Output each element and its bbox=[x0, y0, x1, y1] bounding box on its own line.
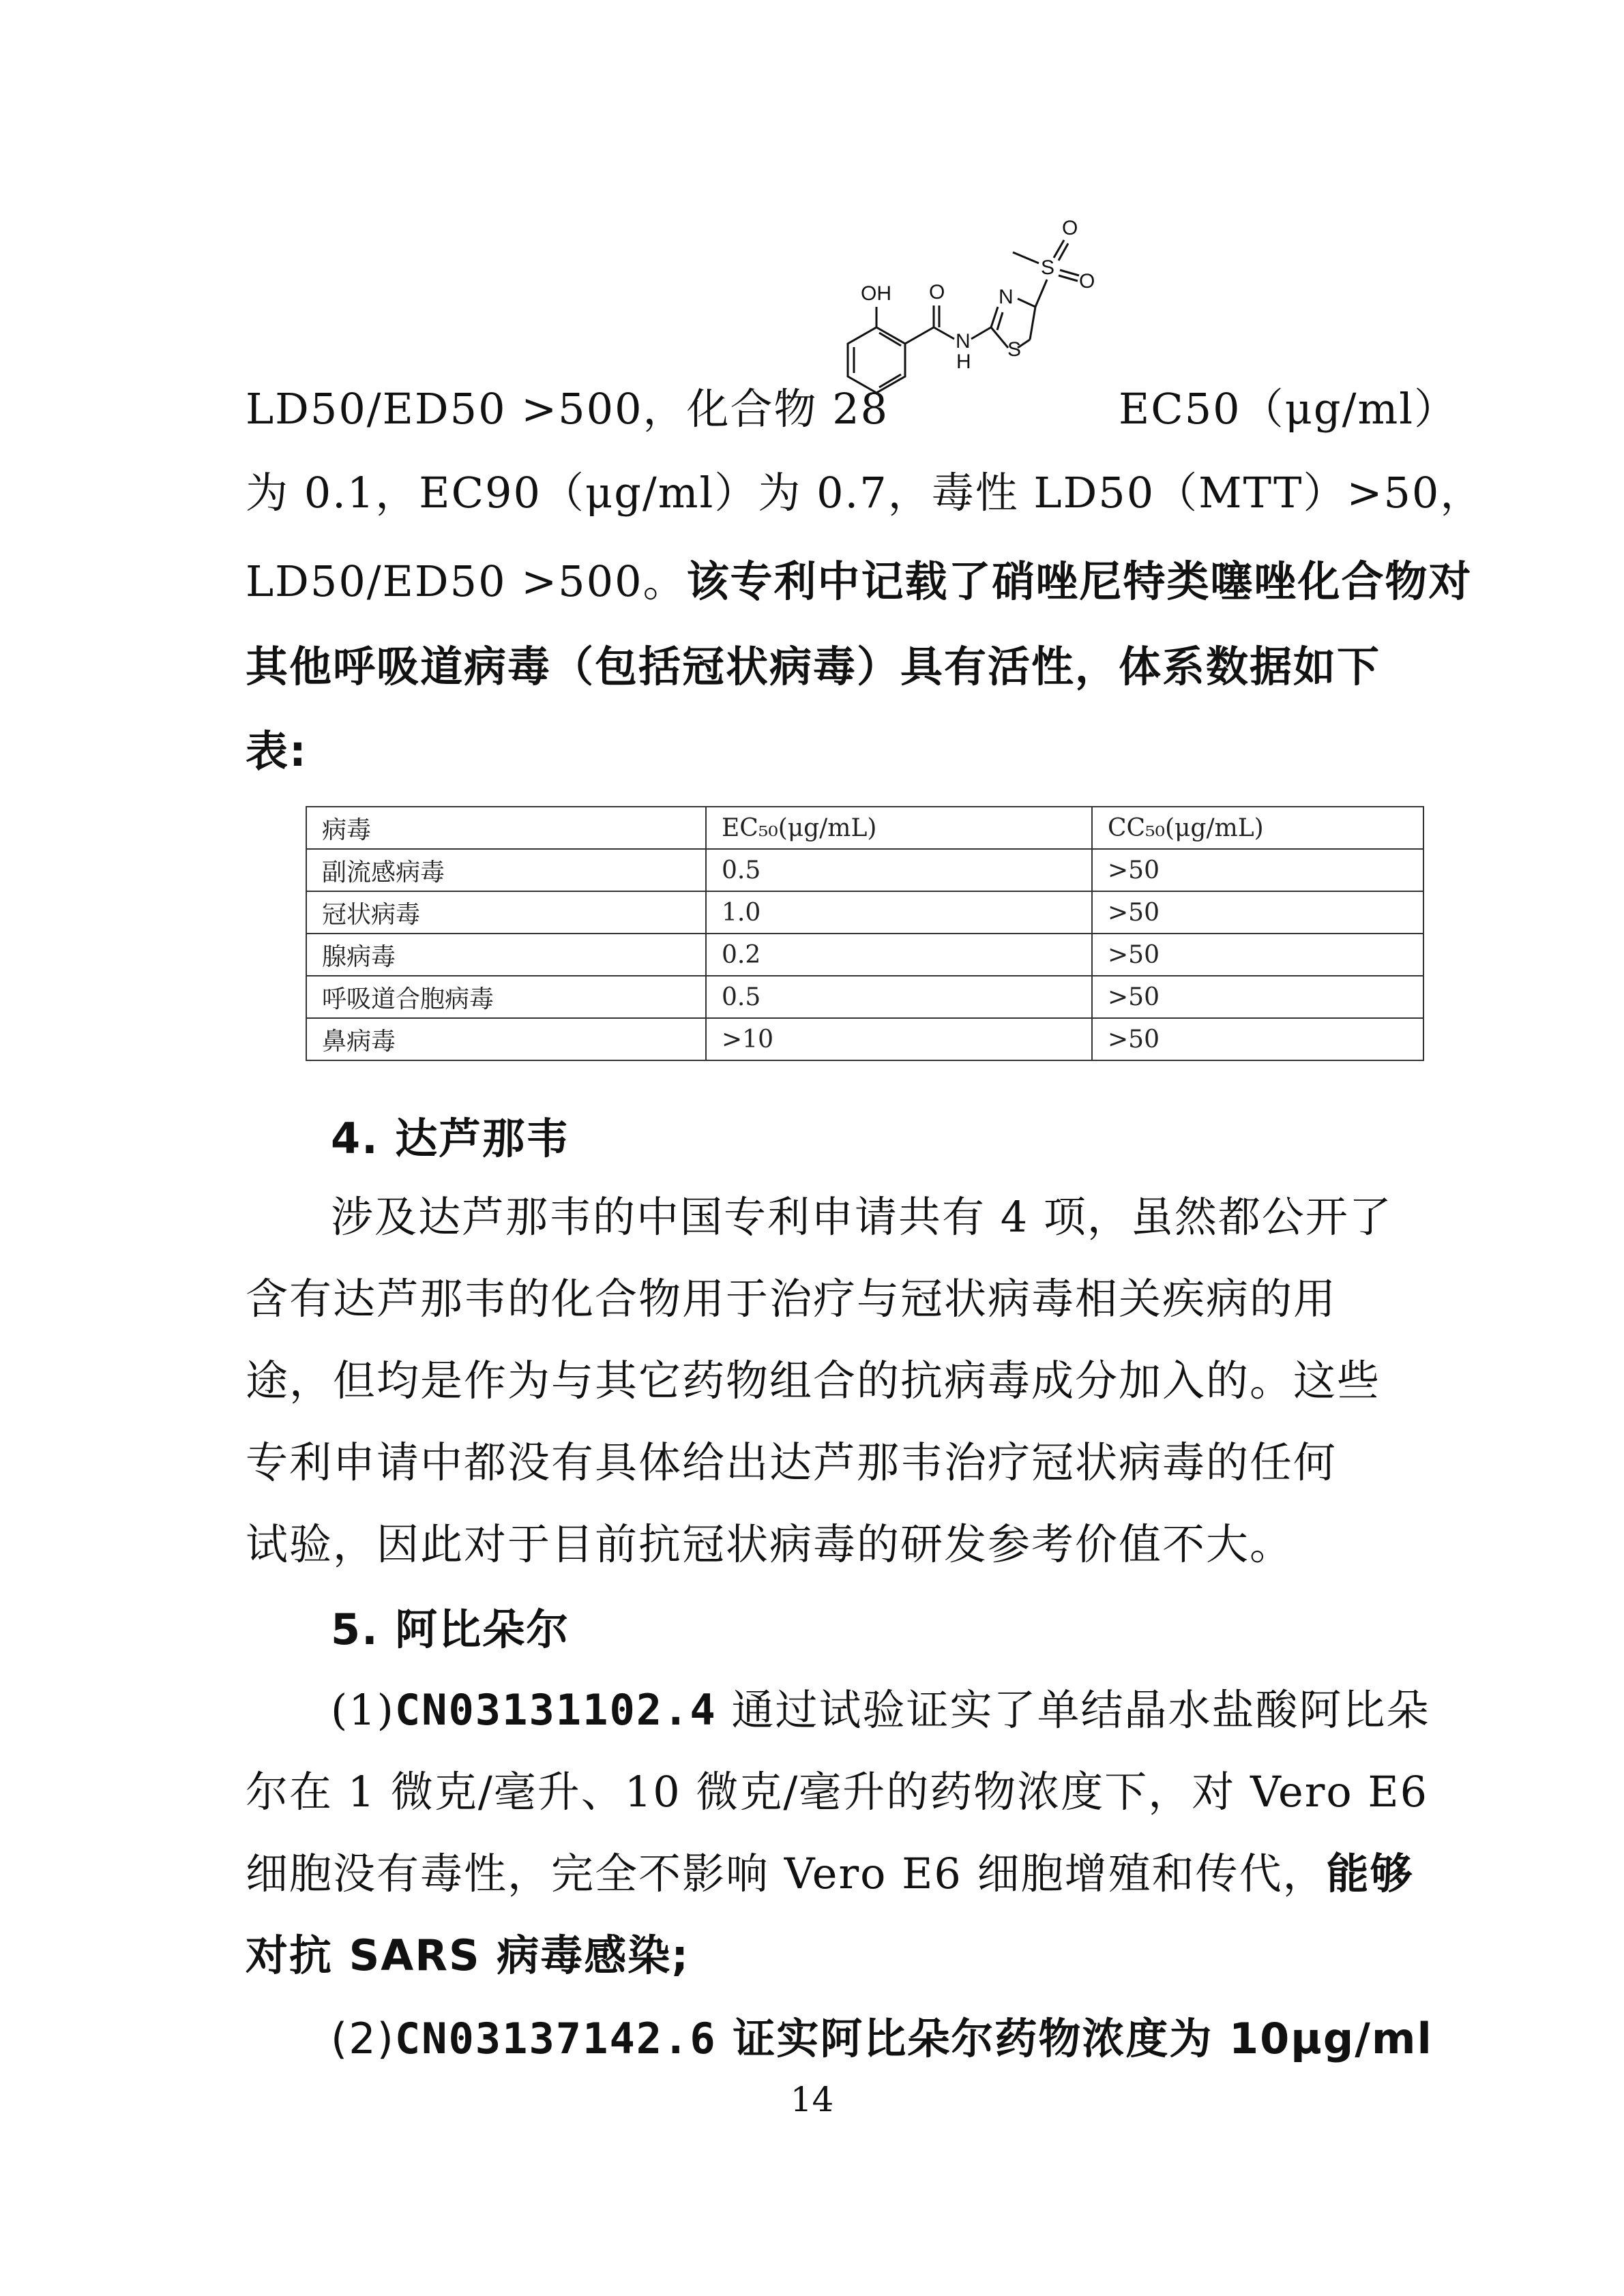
section-5-item-1-line-4: 对抗 SARS 病毒感染; bbox=[246, 1930, 690, 1980]
table-header: 病毒 bbox=[306, 807, 706, 849]
table-row bbox=[306, 891, 1423, 934]
table-header: EC₅₀(μg/mL) bbox=[706, 807, 1092, 849]
item-1-prefix: (1) bbox=[331, 1685, 395, 1735]
text-line-5: 表: bbox=[246, 726, 308, 776]
table-cell: 0.5 bbox=[706, 849, 1092, 891]
item-2-text: 证实阿比朵尔药物浓度为 10μg/ml bbox=[733, 2014, 1433, 2063]
section-5-item-1-line-3 bbox=[246, 1847, 1414, 1901]
oh-label: OH bbox=[861, 282, 891, 305]
item-1-l3b: 能够 bbox=[1326, 1849, 1414, 1898]
table-cell: 0.2 bbox=[706, 934, 1092, 976]
section-5-heading: 5. 阿比朵尔 bbox=[331, 1605, 570, 1654]
item-2-patent-number: CN03137142.6 bbox=[394, 2014, 717, 2063]
text-line-2: 为 0.1，EC90（μg/ml）为 0.7，毒性 LD50（MTT）>50， bbox=[246, 468, 1484, 518]
table-cell: 呼吸道合胞病毒 bbox=[306, 976, 706, 1018]
virus-activity-table bbox=[306, 806, 1424, 1061]
page-number: 14 bbox=[790, 2080, 834, 2119]
table-cell: >10 bbox=[706, 1018, 1092, 1060]
amide-h-label: H bbox=[956, 351, 971, 373]
table-row bbox=[306, 849, 1423, 891]
table-cell: >50 bbox=[1092, 1018, 1423, 1060]
table-cell: 冠状病毒 bbox=[306, 891, 706, 934]
text-l1a: LD50/ED50 >500，化合物 28 bbox=[246, 384, 889, 434]
section-4-line-2: 含有达芦那韦的化合物用于治疗与冠状病毒相关疾病的用 bbox=[246, 1274, 1338, 1324]
section-5-item-1-line-2: 尔在 1 微克/毫升、10 微克/毫升的药物浓度下，对 Vero E6 bbox=[246, 1767, 1429, 1817]
text-l1b: EC50（μg/ml） bbox=[1119, 384, 1458, 434]
thiazole-s-label: S bbox=[1007, 338, 1022, 361]
thiazole-n-label: N bbox=[999, 286, 1014, 308]
item-1-l3a: 细胞没有毒性，完全不影响 Vero E6 细胞增殖和传代， bbox=[246, 1849, 1327, 1898]
sulfonyl-o-top-label: O bbox=[1062, 217, 1078, 239]
table-row bbox=[306, 976, 1423, 1018]
table-header: CC₅₀(μg/mL) bbox=[1092, 807, 1423, 849]
table-row bbox=[306, 934, 1423, 976]
table-cell: 1.0 bbox=[706, 891, 1092, 934]
section-4-line-3: 途，但均是作为与其它药物组合的抗病毒成分加入的。这些 bbox=[246, 1356, 1381, 1405]
section-5-item-1-line-1 bbox=[331, 1683, 1430, 1738]
table-cell: 0.5 bbox=[706, 976, 1092, 1018]
text-line-3 bbox=[246, 554, 1473, 609]
section-5-item-2-line-1 bbox=[331, 2012, 1433, 2066]
item-2-prefix: (2) bbox=[331, 2014, 395, 2063]
table-cell: >50 bbox=[1092, 891, 1423, 934]
amide-n-label: N bbox=[956, 330, 971, 353]
sulfonyl-s-label: S bbox=[1041, 256, 1055, 279]
section-4-line-5: 试验，因此对于目前抗冠状病毒的研发参考价值不大。 bbox=[246, 1519, 1294, 1569]
table-cell: >50 bbox=[1092, 849, 1423, 891]
table-cell: >50 bbox=[1092, 934, 1423, 976]
text-line-1b bbox=[1119, 382, 1458, 436]
table-header-row bbox=[306, 807, 1423, 849]
item-1-text: 通过试验证实了单结晶水盐酸阿比朵 bbox=[731, 1685, 1430, 1735]
text-l3b: 该专利中记载了硝唑尼特类噻唑化合物对 bbox=[686, 556, 1473, 606]
table-cell: 鼻病毒 bbox=[306, 1018, 706, 1060]
text-line-1a bbox=[246, 382, 889, 436]
text-l3a: LD50/ED50 >500。 bbox=[246, 556, 687, 606]
section-4-heading: 4. 达芦那韦 bbox=[331, 1114, 570, 1163]
carbonyl-o-label: O bbox=[929, 281, 945, 303]
table-cell: 腺病毒 bbox=[306, 934, 706, 976]
section-4-line-4: 专利申请中都没有具体给出达芦那韦治疗冠状病毒的任何 bbox=[246, 1437, 1338, 1487]
section-4-line-1: 涉及达芦那韦的中国专利申请共有 4 项，虽然都公开了 bbox=[331, 1192, 1393, 1242]
table-row bbox=[306, 1018, 1423, 1060]
table-cell: 副流感病毒 bbox=[306, 849, 706, 891]
table-cell: >50 bbox=[1092, 976, 1423, 1018]
item-1-patent-number: CN03131102.4 bbox=[394, 1685, 717, 1735]
text-line-4: 其他呼吸道病毒（包括冠状病毒）具有活性，体系数据如下 bbox=[246, 642, 1381, 691]
sulfonyl-o-right-label: O bbox=[1079, 270, 1095, 293]
